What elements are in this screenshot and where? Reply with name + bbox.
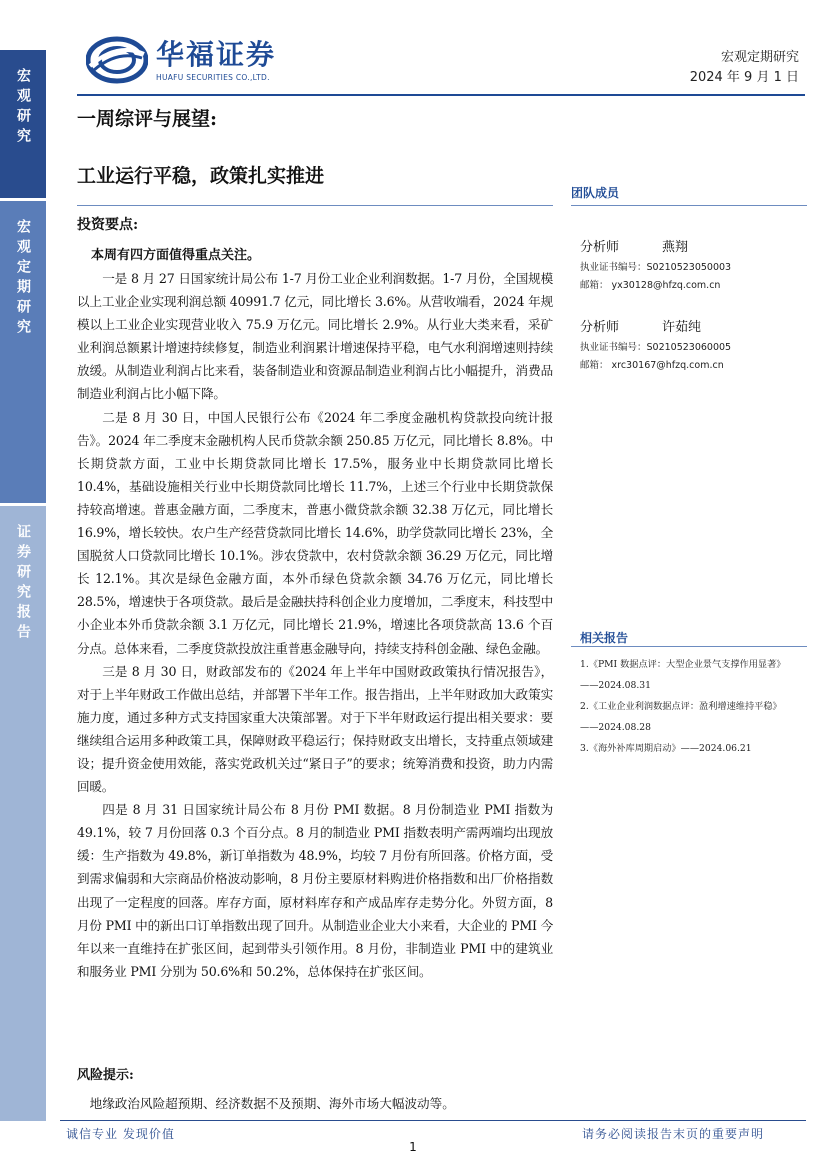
report-type: 宏观定期研究 [720,50,799,65]
body-paragraph-4: 四是 8 月 31 日国家统计局公布 8 月份 PMI 数据。8 月份制造业 PMI 指数为 49.1%，较 7 月份回落 0.3 个百分点。8 月的制造业 PMI 指数表明产需两端均出现放缓：生产指数为 49.8%，新订单指数为 48.9%，均较 7 月份有所回落。价格方面，受到需求偏弱和大宗商品价格波动影响，8 月份主要原材料购进价格指数和出厂价格指数出现了一定程度的回落。库存方面，原材料库存和产成品库存走势分化。外贸方面，8 月份 PMI 中的新出口订单指数出现了回升。从制造业企业大小来看，大企业的 PMI 今年以来一直维持在扩张区间，起到带头引领作用。8 月份，非制造业 PMI 中的建筑业和服务业 PMI 分别为 50.6%和 50.2%，总体保持在扩张区间。 [77,802,553,979]
related-report-title[interactable]: 2.《工业企业利润数据点评：盈利增速维持平稳》 [580,701,782,712]
header-meta [690,48,799,88]
report-headline: 工业运行平稳，政策扎实推进 [77,165,325,187]
analyst-name: 许茹纯 [662,320,702,335]
brand-name-cn: 华福证券 [156,37,277,71]
side-band-segment-3: 证券研究报告 [0,506,46,1121]
related-report-date: ——2024.08.28 [580,722,651,733]
analyst-card [580,316,806,371]
title-divider [77,205,553,206]
side-band-segment-2: 宏观定期研究 [0,201,46,503]
related-divider [571,646,807,647]
analyst-cert: 执业证书编号：S0210523050003 [580,262,732,273]
body-paragraph-3: 三是 8 月 30 日，财政部发布的《2024 年上半年中国财政政策执行情况报告》，对于上半年财政工作做出总结，并部署下半年工作。报告指出，上半年财政加大政策实施力度，通过多种方式支持国家重大决策部署。对于下半年财政运行提出相关要求：要继续组合运用多种政策工具，保障财政平稳运行；保持财政支出增长，支持重点领域建设；提升资金使用效能，落实党政机关过“紧日子”的要求；统筹消费和投资，助力内需回暖。 [77,663,553,795]
team-heading: 团队成员 [571,186,620,200]
related-report-title[interactable]: 3.《海外补库周期启动》——2024.06.21 [580,743,752,754]
footer-slogan: 诚信专业 发现价值 [66,1127,175,1141]
huafu-logo-icon [86,36,148,84]
body-paragraph-2: 二是 8 月 30 日，中国人民银行公布《2024 年二季度金融机构贷款投向统计报告》。2024 年二季度末金融机构人民币贷款余额 250.85 万亿元，同比增长 8.8%。中长期贷款方面，工业中长期贷款同比增长 17.5%，服务业中长期贷款同比增长 10.4%，基础设施相关行业中长期贷款同比增长 11.7%，上述三个行业中长期贷款保持较高增速。普惠金融方面，二季度末，普惠小微贷款余额 32.38 万亿元，同比增长 16.9%，增长较快。农户生产经营贷款同比增长 14.6%，助学贷款同比增长 23%，全国脱贫人口贷款同比增长 10.1%。涉农贷款中，农村贷款余额 36.29 万亿元，同比增长 12.1%。其次是绿色金融方面，本外币绿色贷款余额 34.76 万亿元，同比增长 28.5%，增速快于各项贷款。最后是金融扶持科创企业力度增加，二季度末，科技型中小企业本外币贷款余额 3.1 万亿元，同比增长 21.9%，增速比各项贷款高 13.6 个百分点。总体来看，二季度贷款投放注重普惠金融导向，持续支持科创金融、绿色金融。 [77,409,553,656]
brand-logo [86,36,276,84]
risk-text: 地缘政治风险超预期、经济数据不及预期、海外市场大幅波动等。 [89,1096,455,1111]
brand-name-en: HUAFU SECURITIES CO.,LTD. [156,72,270,82]
side-band-segment-1: 宏观研究 [0,50,46,198]
analyst-email[interactable]: 邮箱： xrc30167@hfzq.com.cn [580,360,724,371]
main-content [77,214,553,983]
analyst-name: 燕翔 [662,240,689,255]
risk-heading: 风险提示: [77,1068,134,1083]
risk-section [77,1064,553,1112]
analyst-cert: 执业证书编号：S0210523060005 [580,342,732,353]
related-report-title[interactable]: 1.《PMI 数据点评：大型企业景气支撑作用显著》 [580,659,786,670]
related-report-date: ——2024.08.31 [580,680,651,691]
footer-disclaimer-note: 请务必阅读报告末页的重要声明 [581,1127,764,1141]
side-band [0,0,46,1169]
analyst-email[interactable]: 邮箱： yx30128@hfzq.com.cn [580,280,721,291]
body-paragraph-1: 一是 8 月 27 日国家统计局公布 1-7 月份工业企业利润数据。1-7 月份，全国规模以上工业企业实现利润总额 40991.7 亿元，同比增长 3.6%。从营收端看，2024 年规模以上工业企业实现营业收入 75.9 万亿元。同比增长 2.9%。从行业大类来看，采矿业利润总额累计增速持续修复，制造业利润累计增速保持平稳，电气水利润增速则持续放缓。从制造业利润占比来看，装备制造业和资源品制造业利润占比小幅提升，消费品制造业利润占比小幅下降。 [77,271,553,402]
related-reports-list [580,654,810,759]
report-date: 2024 年 9 月 1 日 [689,70,799,85]
footer-divider [60,1120,806,1121]
section-heading: 投资要点: [77,217,139,233]
side-divider [571,205,807,206]
analyst-role: 分析师 [580,320,620,335]
header-divider [77,94,805,96]
focus-statement: 本周有四方面值得重点关注。 [91,248,261,263]
page-number: 1 [409,1140,417,1154]
analyst-card [580,236,806,291]
analyst-role: 分析师 [580,240,620,255]
series-title: 一周综评与展望: [77,108,218,130]
related-reports-heading: 相关报告 [580,631,629,645]
team-section [571,184,807,201]
